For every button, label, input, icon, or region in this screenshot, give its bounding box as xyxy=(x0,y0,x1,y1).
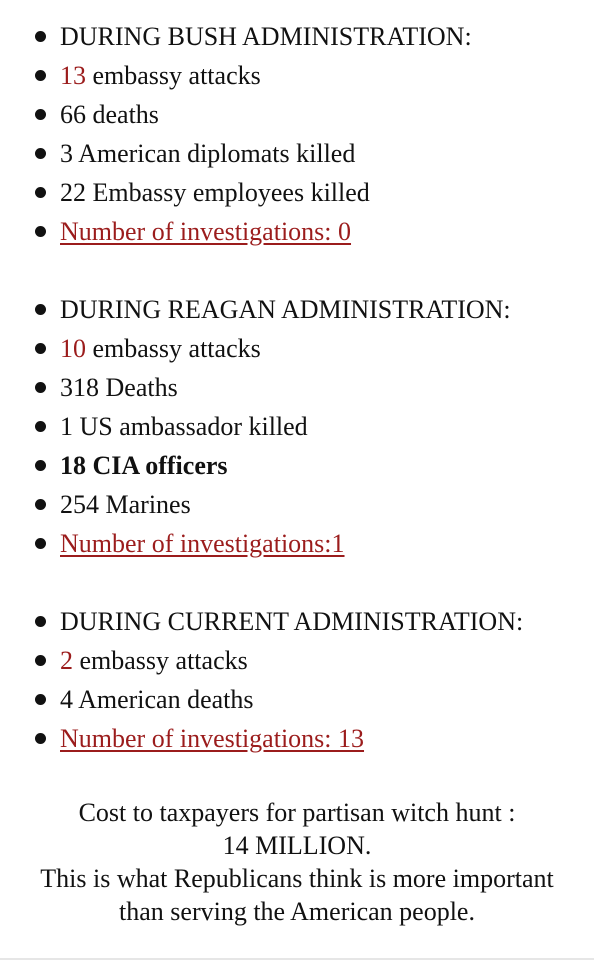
list-item xyxy=(0,368,594,407)
bullet-icon xyxy=(35,538,46,549)
bullet-icon xyxy=(35,343,46,354)
list-item xyxy=(0,524,594,563)
item-text: embassy attacks xyxy=(73,646,248,675)
item-text: 254 Marines xyxy=(60,490,191,519)
section-heading xyxy=(0,290,594,329)
list-item xyxy=(0,329,594,368)
item-text: 18 CIA officers xyxy=(60,451,228,480)
item-text: 1 US ambassador killed xyxy=(60,412,308,441)
bullet-icon xyxy=(35,226,46,237)
bullet-icon xyxy=(35,31,46,42)
item-text: 66 deaths xyxy=(60,100,159,129)
bullet-icon xyxy=(35,421,46,432)
attack-count: 10 xyxy=(60,334,86,363)
list-item xyxy=(0,212,594,251)
section-heading xyxy=(0,17,594,56)
bush-section xyxy=(0,17,594,251)
heading-text: DURING BUSH ADMINISTRATION: xyxy=(60,22,472,51)
investigations-link[interactable]: Number of investigations: 0 xyxy=(60,217,352,246)
current-section xyxy=(0,602,594,758)
footer-line: than serving the American people. xyxy=(119,897,475,926)
list-item xyxy=(0,680,594,719)
bullet-icon xyxy=(35,304,46,315)
item-text: 3 American diplomats killed xyxy=(60,139,356,168)
list-item xyxy=(0,173,594,212)
attack-count: 13 xyxy=(60,61,86,90)
list-item xyxy=(0,56,594,95)
list-item xyxy=(0,485,594,524)
item-text: embassy attacks xyxy=(86,334,261,363)
item-text: 22 Embassy employees killed xyxy=(60,178,370,207)
item-text: 4 American deaths xyxy=(60,685,254,714)
bullet-icon xyxy=(35,499,46,510)
heading-text: DURING CURRENT ADMINISTRATION: xyxy=(60,607,524,636)
bullet-icon xyxy=(35,655,46,666)
footer-line: This is what Republicans think is more important xyxy=(40,864,554,893)
bullet-icon xyxy=(35,694,46,705)
investigations-link[interactable]: Number of investigations:1 xyxy=(60,529,345,558)
attack-count: 2 xyxy=(60,646,73,675)
bullet-icon xyxy=(35,109,46,120)
item-text: embassy attacks xyxy=(86,61,261,90)
list-item xyxy=(0,641,594,680)
bullet-icon xyxy=(35,616,46,627)
footer-line: 14 MILLION. xyxy=(222,831,372,860)
investigations-link[interactable]: Number of investigations: 13 xyxy=(60,724,365,753)
heading-text: DURING REAGAN ADMINISTRATION: xyxy=(60,295,511,324)
item-text: 318 Deaths xyxy=(60,373,178,402)
footer-text-block xyxy=(0,796,594,928)
bullet-icon xyxy=(35,148,46,159)
section-heading xyxy=(0,602,594,641)
bullet-icon xyxy=(35,382,46,393)
list-item xyxy=(0,407,594,446)
list-item xyxy=(0,95,594,134)
list-item xyxy=(0,719,594,758)
list-item xyxy=(0,446,594,485)
bullet-icon xyxy=(35,70,46,81)
bullet-icon xyxy=(35,460,46,471)
footer-line: Cost to taxpayers for partisan witch hunt : xyxy=(78,798,516,827)
reagan-section xyxy=(0,290,594,563)
list-item xyxy=(0,134,594,173)
bullet-icon xyxy=(35,733,46,744)
bullet-icon xyxy=(35,187,46,198)
